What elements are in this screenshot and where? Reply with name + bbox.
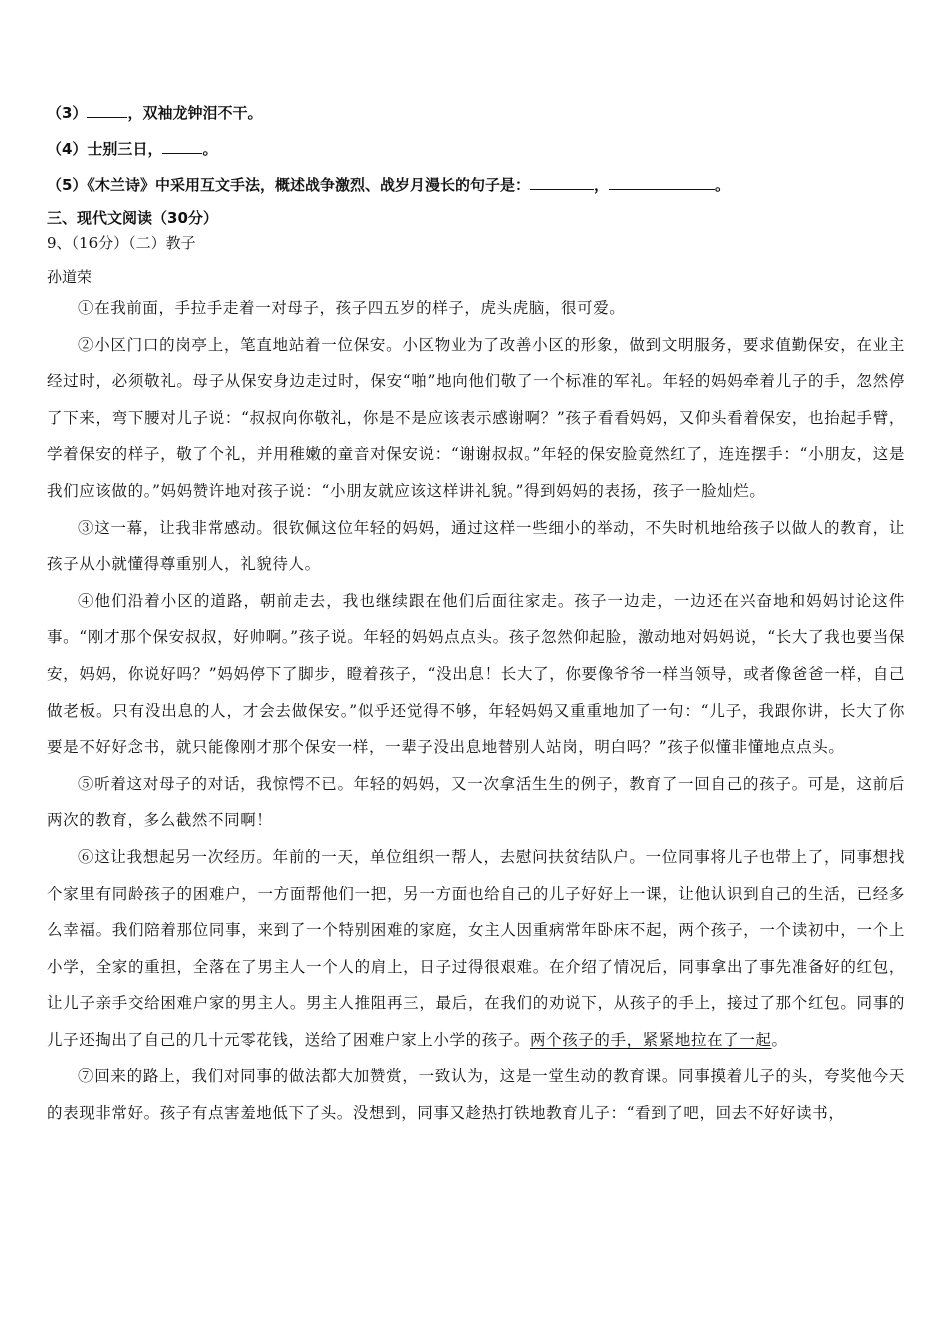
paragraph-1: ①在我前面，手拉手走着一对母子，孩子四五岁的样子，虎头虎脑，很可爱。	[78, 299, 626, 317]
paragraph-6-text: ⑥这让我想起另一次经历。年前的一天，单位组织一帮人，去慰问扶贫结队户。一位同事将儿子也带上了，同事想找个家里有同龄孩子的困难户，一方面帮他们一把，另一方面也给自己的儿子好好上一课，让他认识到自己的生活，已经多么幸福。我们陪着那位同事，来到了一个特别困难的家庭，女主人因重病常年卧床不起，两个孩子，一个读初中，一个上小学，全家的重担，全落在了男主人一个人的肩上，日子过得很艰难。在介绍了情况后，同事拿出了事先准备好的红包，让儿子亲手交给困难户家的男主人。男主人推阻再三，最后，在我们的劝说下，从孩子的手上，接过了那个红包。同事的儿子还掏出了自己的几十元零花钱，送给了困难户家上小学的孩子。	[47, 847, 905, 1049]
answer-blank[interactable]	[609, 175, 715, 190]
underlined-sentence: 两个孩子的手，紧紧地拉在了一起	[530, 1030, 772, 1049]
question-5	[47, 175, 730, 195]
question-5-text: （5）《木兰诗》中采用互文手法，概述战争激烈、战岁月漫长的句子是：	[47, 176, 530, 194]
question-5-mid: ，	[593, 176, 609, 194]
question-4	[47, 139, 217, 159]
question-4-end: 。	[202, 140, 218, 158]
article-body	[47, 290, 905, 1132]
paragraph-6	[47, 839, 905, 1059]
section-title: 三、现代文阅读（30分）	[47, 209, 218, 227]
question-header: 9、（16分）（二）教子	[47, 234, 196, 252]
paragraph-3: ③这一幕，让我非常感动。很钦佩这位年轻的妈妈，通过这样一些细小的举动，不失时机地给孩子以做人的教育，让孩子从小就懂得尊重别人，礼貌待人。	[47, 518, 905, 574]
paragraph-5: ⑤听着这对母子的对话，我惊愕不已。年轻的妈妈，又一次拿活生生的例子，教育了一回自己的孩子。可是，这前后两次的教育，多么截然不同啊！	[47, 774, 905, 830]
answer-blank[interactable]	[530, 175, 594, 190]
author-name: 孙道荣	[47, 268, 93, 286]
paragraph-2: ②小区门口的岗亭上，笔直地站着一位保安。小区物业为了改善小区的形象，做到文明服务，要求值勤保安，在业主经过时，必须敬礼。母子从保安身边走过时，保安“啪”地向他们敬了一个标准的军礼。年轻的妈妈牵着儿子的手，忽然停了下来，弯下腰对儿子说：“叔叔向你敬礼，你是不是应该表示感谢啊？”孩子看看妈妈，又仰头看着保安，也抬起手臂，学着保安的样子，敬了个礼，并用稚嫩的童音对保安说：“谢谢叔叔。”年轻的保安脸竟然红了，连连摆手：“小朋友，这是我们应该做的。”妈妈赞许地对孩子说：“小朋友就应该这样讲礼貌。”得到妈妈的表扬，孩子一脸灿烂。	[47, 335, 905, 500]
question-3-text: ，双袖龙钟泪不干。	[127, 104, 263, 122]
paragraph-6-end: 。	[771, 1030, 788, 1049]
answer-blank[interactable]	[87, 103, 127, 118]
answer-blank[interactable]	[162, 139, 202, 154]
question-4-text: （4）士别三日，	[47, 140, 163, 158]
paragraph-7: ⑦回来的路上，我们对同事的做法都大加赞赏，一致认为，这是一堂生动的教育课。同事摸着儿子的头，夸奖他今天的表现非常好。孩子有点害羞地低下了头。没想到，同事又趁热打铁地教育儿子：“看到了吧，回去不好好读书，	[47, 1067, 905, 1123]
question-5-end: 。	[714, 176, 730, 194]
paragraph-4: ④他们沿着小区的道路，朝前走去，我也继续跟在他们后面往家走。孩子一边走，一边还在兴奋地和妈妈讨论这件事。“刚才那个保安叔叔，好帅啊。”孩子说。年轻的妈妈点点头。孩子忽然仰起脸，激动地对妈妈说，“长大了我也要当保安，妈妈，你说好吗？”妈妈停下了脚步，瞪着孩子，“没出息！长大了，你要像爷爷一样当领导，或者像爸爸一样，自己做老板。只有没出息的人，才会去做保安。”似乎还觉得不够，年轻妈妈又重重地加了一句：“儿子，我跟你讲，长大了你要是不好好念书，就只能像刚才那个保安一样，一辈子没出息地替别人站岗，明白吗？”孩子似懂非懂地点点头。	[47, 591, 905, 757]
question-3-number: （3）	[47, 104, 88, 122]
question-3	[47, 103, 262, 123]
